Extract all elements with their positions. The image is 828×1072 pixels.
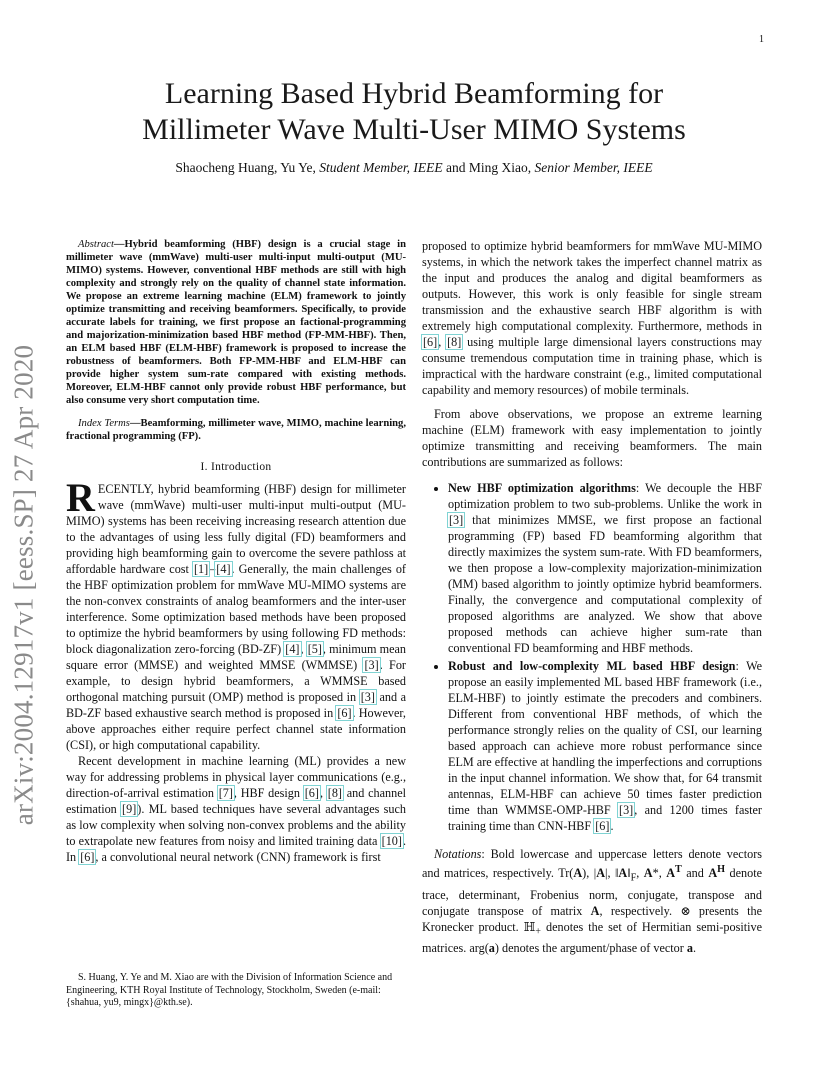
intro-text: ECENTLY, hybrid beamforming (HBF) design for millimeter wave (mmWave) multi-user multi-input multi-output (MU-MIMO) systems has been receiving increasing research attention due to the advantages of using less fully digital (FD) beamformers and providing high beamforming gain to overcome the severe pathloss at affordable hardware cost xyxy=(66,482,406,576)
notations-paragraph xyxy=(422,846,762,956)
citation-link[interactable]: [3] xyxy=(449,513,464,527)
citation-link[interactable]: [6] xyxy=(80,850,95,864)
intro-text: ). ML based techniques have several advantages such as low complexity when solving non-convex problems and the ability to extrapolate new features from noisy and limited training data xyxy=(66,802,406,848)
body-text: |, ‖ xyxy=(605,866,619,881)
intro-text: , HBF design xyxy=(233,786,304,800)
body-text: using multiple large dimensional layers constructions may consume tremendous computation time in training phase, which is impractical with the hardware constraint (e.g., limited computational capability and memory resources) of mobile terminals. xyxy=(422,335,762,397)
intro-text: , a convolutional neural network (CNN) framework is first xyxy=(95,850,381,864)
index-terms-body: —Beamforming, millimeter wave, MIMO, machine learning, fractional programming (FP). xyxy=(66,418,406,442)
footnote xyxy=(66,972,406,1010)
body-text: : We propose an easily implemented ML based HBF framework (i.e., ELM-HBF) to jointly estimate the precoders and combiners. Different from conventional HBF methods, of which the performance strongly relies on the quality of CSI, our learning based approach can achieve more robust performance since ELM are effective at handling the imperfections and corruptions in the input channel information. We show that, for 64 transmit antennas, ELM-HBF can achieve 50 times faster prediction time than WMMSE-OMP-HBF xyxy=(448,659,763,817)
citation-link[interactable]: [6] xyxy=(304,786,319,800)
body-text: proposed to optimize hybrid beamformers for mmWave MU-MIMO systems, in which the network takes the imperfect channel matrix as the input and produces the analog and digital beamformers as outputs. However, this work is only feasible for single stream transmission and the exhaustive search HBF algorithm is with extremely high computational complexity. Furthermore, methods in xyxy=(422,239,762,333)
citation-link[interactable]: [4] xyxy=(216,562,231,576)
body-text: ), | xyxy=(582,866,597,881)
citation-link[interactable]: [8] xyxy=(447,335,462,349)
body-text: and xyxy=(681,866,709,881)
title-line-1: Learning Based Hybrid Beamforming for xyxy=(164,77,664,110)
citation-link[interactable]: [9] xyxy=(122,802,137,816)
intro-text: . For example, to design hybrid beamformers, a WMMSE based orthogonal matching pursuit (OMP) method is proposed in xyxy=(66,658,406,704)
abstract xyxy=(66,238,406,443)
body-text: : We decouple the HBF optimization problem to two sub-problems. Unlike the work in xyxy=(448,481,762,511)
body-text: denote trace, determinant, Frobenius norm, conjugate, transpose and conjugate transpose of matrix xyxy=(422,866,762,918)
body-text: , xyxy=(636,866,644,881)
intro-text: , xyxy=(300,642,307,656)
intro-text: and a BD-ZF based exhaustive search method is proposed in xyxy=(66,690,406,720)
citation-link[interactable]: [10] xyxy=(381,834,402,848)
right-column xyxy=(422,238,762,956)
intro-paragraph-1 xyxy=(66,475,407,753)
contribution-item xyxy=(448,658,762,834)
left-column xyxy=(66,238,406,865)
math-symbol: A xyxy=(590,903,600,918)
citation-link[interactable]: [6] xyxy=(423,335,438,349)
math-symbol: A xyxy=(596,866,605,881)
page-number: 1 xyxy=(759,34,764,45)
math-symbol: A xyxy=(666,866,676,881)
citation-link[interactable]: [4] xyxy=(285,642,300,656)
math-superscript: T xyxy=(675,864,682,875)
intro-text: Recent development in machine learning (ML) provides a new way for addressing problems in physical layer communications (e.g., direction-of-arrival estimation xyxy=(66,754,406,800)
body-text: *, xyxy=(652,866,667,881)
citation-link[interactable]: [3] xyxy=(619,803,634,817)
abstract-paragraph xyxy=(66,238,406,407)
intro-text: – xyxy=(209,562,216,576)
index-terms-lead: Index Terms xyxy=(78,418,130,429)
intro-paragraph-2 xyxy=(66,753,406,865)
citation-link[interactable]: [1] xyxy=(193,562,209,576)
contribution-list xyxy=(422,480,762,834)
abstract-lead: Abstract xyxy=(78,239,114,250)
body-text: ) denotes the argument/phase of vector xyxy=(494,940,687,955)
citation-link[interactable]: [3] xyxy=(364,658,379,672)
contribution-heading: Robust and low-complexity ML based HBF design xyxy=(448,659,736,673)
arxiv-identifier-text: arXiv:2004.12917v1 [eess.SP] 27 Apr 2020 xyxy=(8,344,39,826)
section-heading: I. Introduction xyxy=(200,461,272,473)
paper-title xyxy=(0,76,828,148)
math-superscript: H xyxy=(717,864,726,875)
title-line-2: Millimeter Wave Multi-User MIMO Systems xyxy=(142,113,686,146)
arxiv-identifier xyxy=(4,285,44,885)
intro-text: . Generally, the main challenges of the HBF optimization problem for mmWave MU-MIMO systems are the non-convex constraints of analog beamformers and the inter-user interference. Some optimization based methods have been proposed to optimize the hybrid beamformers by using following FD methods: block diagonalization zero-forcing (BD-ZF) xyxy=(66,562,406,656)
notations-lead: Notations xyxy=(434,847,482,861)
citation-link[interactable]: [5] xyxy=(307,642,322,656)
intro-text: , xyxy=(319,786,327,800)
body-text: . xyxy=(692,940,697,955)
body-text: , respectively. ⊗ presents the Kronecker product. ℍ xyxy=(422,903,762,934)
abstract-body: —Hybrid beamforming (HBF) design is a crucial stage in millimeter wave (mmWave) multi-user multi-input multi-output (MU-MIMO) systems. However, conventional HBF methods are still with high complexity and strongly rely on the quality of channel state information. We propose an extreme learning machine (ELM) framework to jointly optimize transmitting and receiving beamformers. Specifically, to provide accurate labels for training, we first propose an factional-programming and majorization-minimization based HBF method (FP-MM-HBF). Then, an ELM based HBF (ELM-HBF) framework is proposed to increase the robustness of beamformers. Both FP-MM-HBF and ELM-HBF can provide higher system sum-rate compared with existing methods. Moreover, ELM-HBF cannot only provide robust HBF performance, but also consume very short computation time. xyxy=(66,239,406,406)
intro-text: , minimum mean square error (MMSE) and weighted MMSE (WMMSE) xyxy=(66,642,407,672)
math-symbol: A xyxy=(573,866,583,881)
math-symbol: A xyxy=(618,866,628,881)
math-subscript: + xyxy=(535,925,541,937)
body-text: that minimizes MMSE, we first propose an factional programming (FP) based FD beamforming algorithm that directly maximizes the system sum-rate. With FD beamformers, we then propose a low-complexity majorization-minimization (MM) based algorithm to jointly optimize hybrid beamformers. Finally, the convergence and computational complexity of proposed algorithms are analyzed. We show that above proposed methods can achieve higher sum-rate than conventional FD beamforming and HBF methods. xyxy=(448,513,762,655)
citation-link[interactable]: [6] xyxy=(595,819,610,833)
author-line xyxy=(0,160,828,176)
citation-link[interactable]: [7] xyxy=(218,786,233,800)
author-names: Shaocheng Huang, Yu Ye, xyxy=(175,160,320,175)
citation-link[interactable]: [3] xyxy=(360,690,375,704)
author-role-2: Senior Member, IEEE xyxy=(534,160,653,175)
math-symbol: a xyxy=(488,940,495,955)
intro-text: and channel estimation xyxy=(66,786,407,816)
citation-link[interactable]: [8] xyxy=(327,786,342,800)
intro-text: . However, above approaches either require perfect channel state information (CSI), or high computational capability. xyxy=(66,706,406,752)
body-text: , and 1200 times faster training time than CNN-HBF xyxy=(448,803,762,833)
author-and: and Ming Xiao, xyxy=(442,160,535,175)
author-role-1: Student Member, IEEE xyxy=(319,160,443,175)
body-text: . xyxy=(610,819,614,833)
contribution-item xyxy=(448,480,762,656)
footnote-text: S. Huang, Y. Ye and M. Xiao are with the Division of Information Science and Engineering, KTH Royal Institute of Technology, Stockholm, Sweden (e-mail: {shahua, yu9, mingx}@kth.se). xyxy=(66,972,393,1008)
citation-link[interactable]: [6] xyxy=(337,706,352,720)
right-paragraph-2: From above observations, we propose an extreme learning machine (ELM) framework with easy implementation to jointly optimize transmitting and receiving beamformers. The main contributions are summarized as follows: xyxy=(422,407,762,469)
body-text: ‖ xyxy=(627,866,631,881)
body-text: denotes the set of Hermitian semi-positive matrices. arg( xyxy=(422,919,762,955)
intro-text: . In xyxy=(66,834,406,864)
right-paragraph-1 xyxy=(422,238,762,398)
body-text: : Bold lowercase and uppercase letters denote vectors and matrices, respectively. Tr( xyxy=(422,847,762,881)
index-terms xyxy=(66,417,406,443)
math-symbol: a xyxy=(686,940,693,955)
math-symbol: A xyxy=(643,866,653,881)
body-text: , xyxy=(438,335,447,349)
math-symbol: A xyxy=(708,866,718,881)
contribution-heading: New HBF optimization algorithms xyxy=(448,481,636,495)
math-subscript: F xyxy=(630,872,637,884)
drop-cap: R xyxy=(66,475,95,520)
